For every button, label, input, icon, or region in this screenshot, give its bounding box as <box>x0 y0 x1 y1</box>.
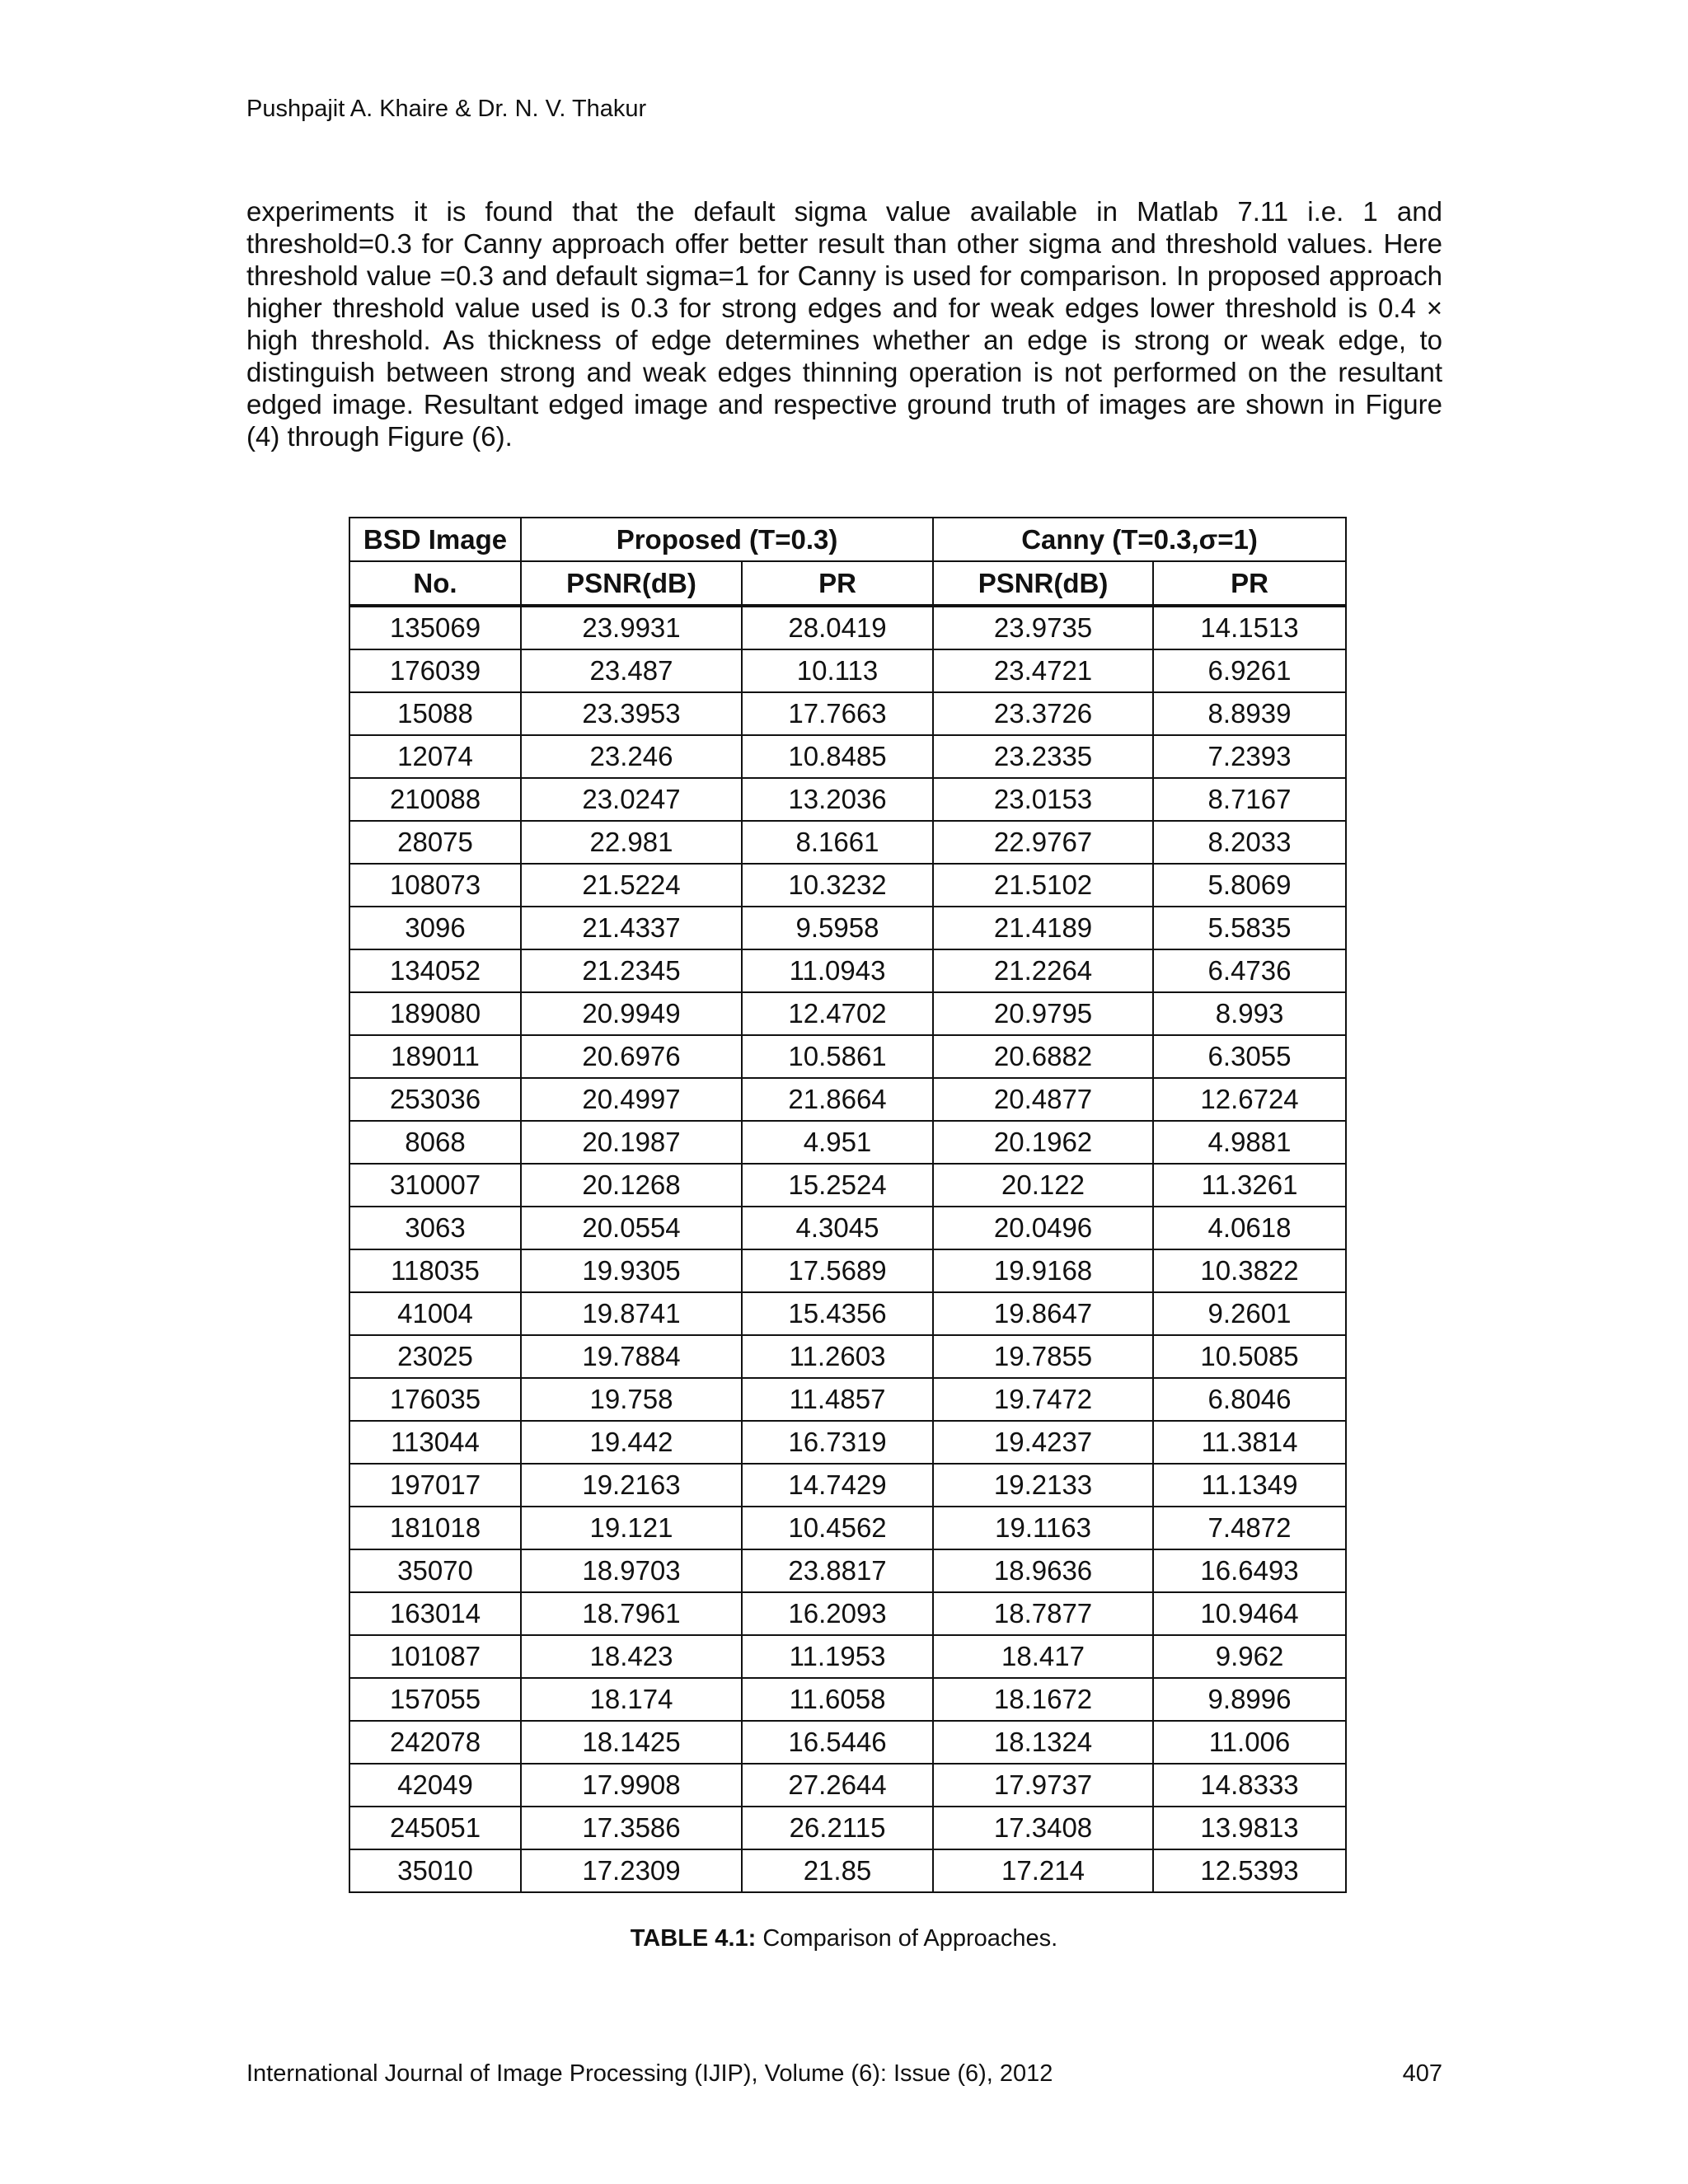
cell-canny-psnr: 18.1672 <box>933 1678 1153 1721</box>
cell-canny-pr: 9.962 <box>1153 1635 1346 1678</box>
cell-proposed-psnr: 19.9305 <box>521 1249 742 1292</box>
cell-proposed-pr: 11.0943 <box>742 949 933 992</box>
cell-image-no: 197017 <box>349 1464 521 1507</box>
table-row <box>349 1035 1346 1078</box>
cell-proposed-psnr: 18.9703 <box>521 1549 742 1592</box>
table-body <box>349 606 1346 1892</box>
subheader-canny-pr: PR <box>1153 561 1346 606</box>
cell-proposed-psnr: 18.7961 <box>521 1592 742 1635</box>
cell-canny-pr: 8.7167 <box>1153 778 1346 821</box>
cell-canny-pr: 14.8333 <box>1153 1764 1346 1807</box>
cell-canny-pr: 7.4872 <box>1153 1507 1346 1549</box>
cell-proposed-psnr: 19.442 <box>521 1421 742 1464</box>
table-subheader-row <box>349 561 1346 606</box>
cell-proposed-psnr: 18.174 <box>521 1678 742 1721</box>
cell-image-no: 242078 <box>349 1721 521 1764</box>
cell-proposed-psnr: 18.423 <box>521 1635 742 1678</box>
cell-image-no: 157055 <box>349 1678 521 1721</box>
table-row <box>349 949 1346 992</box>
cell-canny-psnr: 23.2335 <box>933 735 1153 778</box>
cell-canny-psnr: 23.3726 <box>933 692 1153 735</box>
cell-proposed-pr: 28.0419 <box>742 606 933 649</box>
cell-proposed-psnr: 20.1268 <box>521 1164 742 1207</box>
table-row <box>349 1335 1346 1378</box>
table-group-header-row <box>349 518 1346 561</box>
cell-canny-pr: 8.2033 <box>1153 821 1346 864</box>
cell-canny-psnr: 18.7877 <box>933 1592 1153 1635</box>
cell-canny-psnr: 20.9795 <box>933 992 1153 1035</box>
cell-canny-psnr: 17.9737 <box>933 1764 1153 1807</box>
cell-canny-pr: 14.1513 <box>1153 606 1346 649</box>
cell-canny-psnr: 19.8647 <box>933 1292 1153 1335</box>
cell-image-no: 23025 <box>349 1335 521 1378</box>
cell-image-no: 28075 <box>349 821 521 864</box>
table-row <box>349 1292 1346 1335</box>
cell-proposed-psnr: 20.9949 <box>521 992 742 1035</box>
cell-canny-psnr: 17.3408 <box>933 1807 1153 1849</box>
cell-canny-psnr: 19.7472 <box>933 1378 1153 1421</box>
cell-canny-pr: 6.8046 <box>1153 1378 1346 1421</box>
cell-proposed-psnr: 18.1425 <box>521 1721 742 1764</box>
cell-canny-psnr: 19.2133 <box>933 1464 1153 1507</box>
cell-canny-pr: 10.3822 <box>1153 1249 1346 1292</box>
table-row <box>349 1078 1346 1121</box>
cell-proposed-psnr: 19.2163 <box>521 1464 742 1507</box>
table-row <box>349 778 1346 821</box>
cell-canny-pr: 8.8939 <box>1153 692 1346 735</box>
cell-proposed-pr: 21.8664 <box>742 1078 933 1121</box>
cell-image-no: 253036 <box>349 1078 521 1121</box>
table-row <box>349 1164 1346 1207</box>
cell-proposed-pr: 13.2036 <box>742 778 933 821</box>
cell-canny-pr: 6.9261 <box>1153 649 1346 692</box>
cell-proposed-psnr: 22.981 <box>521 821 742 864</box>
cell-proposed-pr: 10.5861 <box>742 1035 933 1078</box>
cell-image-no: 310007 <box>349 1164 521 1207</box>
cell-proposed-pr: 10.113 <box>742 649 933 692</box>
cell-proposed-pr: 11.1953 <box>742 1635 933 1678</box>
cell-canny-pr: 9.2601 <box>1153 1292 1346 1335</box>
cell-image-no: 134052 <box>349 949 521 992</box>
cell-proposed-psnr: 17.2309 <box>521 1849 742 1892</box>
cell-canny-psnr: 21.2264 <box>933 949 1153 992</box>
cell-proposed-pr: 10.8485 <box>742 735 933 778</box>
cell-image-no: 35070 <box>349 1549 521 1592</box>
cell-canny-pr: 11.006 <box>1153 1721 1346 1764</box>
cell-canny-psnr: 23.9735 <box>933 606 1153 649</box>
cell-image-no: 181018 <box>349 1507 521 1549</box>
table-row <box>349 907 1346 949</box>
table-row <box>349 606 1346 649</box>
table-row <box>349 735 1346 778</box>
running-header: Pushpajit A. Khaire & Dr. N. V. Thakur <box>246 96 647 122</box>
cell-proposed-pr: 16.7319 <box>742 1421 933 1464</box>
cell-proposed-pr: 11.4857 <box>742 1378 933 1421</box>
cell-canny-psnr: 19.1163 <box>933 1507 1153 1549</box>
cell-image-no: 108073 <box>349 864 521 907</box>
cell-canny-pr: 10.5085 <box>1153 1335 1346 1378</box>
table-row <box>349 1635 1346 1678</box>
cell-proposed-pr: 21.85 <box>742 1849 933 1892</box>
page-number: 407 <box>1402 2060 1442 2087</box>
cell-image-no: 245051 <box>349 1807 521 1849</box>
cell-proposed-pr: 17.7663 <box>742 692 933 735</box>
cell-canny-pr: 9.8996 <box>1153 1678 1346 1721</box>
cell-proposed-pr: 11.6058 <box>742 1678 933 1721</box>
cell-canny-psnr: 19.9168 <box>933 1249 1153 1292</box>
cell-proposed-psnr: 19.8741 <box>521 1292 742 1335</box>
cell-proposed-pr: 17.5689 <box>742 1249 933 1292</box>
table-caption <box>0 1925 1688 1952</box>
table-row <box>349 1849 1346 1892</box>
subheader-canny-psnr: PSNR(dB) <box>933 561 1153 606</box>
cell-canny-psnr: 18.1324 <box>933 1721 1153 1764</box>
cell-proposed-psnr: 23.246 <box>521 735 742 778</box>
table-row <box>349 821 1346 864</box>
body-paragraph: experiments it is found that the default sigma value available in Matlab 7.11 i.e. 1 and threshold=0.3 for Canny approach offer better result than other sigma and threshold values. Here threshold value =0.3 and default sigma=1 for Canny is used for comparison. In proposed approach higher threshold value used is 0.3 for strong edges and for weak edges lower threshold is 0.4 × high threshold. As thickness of edge determines whether an edge is strong or weak edge, to distinguish between strong and weak edges thinning operation is not performed on the resultant edged image. Resultant edged image and respective ground truth of images are shown in Figure (4) through Figure (6). <box>246 196 1442 452</box>
cell-canny-pr: 4.0618 <box>1153 1207 1346 1249</box>
cell-image-no: 135069 <box>349 606 521 649</box>
cell-canny-psnr: 18.9636 <box>933 1549 1153 1592</box>
cell-canny-psnr: 20.0496 <box>933 1207 1153 1249</box>
cell-proposed-psnr: 23.487 <box>521 649 742 692</box>
cell-proposed-pr: 9.5958 <box>742 907 933 949</box>
cell-canny-pr: 12.6724 <box>1153 1078 1346 1121</box>
cell-proposed-pr: 15.2524 <box>742 1164 933 1207</box>
journal-footer: International Journal of Image Processing (IJIP), Volume (6): Issue (6), 2012 <box>246 2060 1053 2087</box>
cell-image-no: 113044 <box>349 1421 521 1464</box>
table-row <box>349 1592 1346 1635</box>
table-row <box>349 649 1346 692</box>
cell-image-no: 41004 <box>349 1292 521 1335</box>
table-row <box>349 1721 1346 1764</box>
cell-canny-psnr: 20.1962 <box>933 1121 1153 1164</box>
cell-canny-pr: 8.993 <box>1153 992 1346 1035</box>
table-row <box>349 1249 1346 1292</box>
cell-image-no: 163014 <box>349 1592 521 1635</box>
cell-proposed-pr: 8.1661 <box>742 821 933 864</box>
table-row <box>349 1121 1346 1164</box>
cell-proposed-psnr: 21.2345 <box>521 949 742 992</box>
cell-proposed-pr: 23.8817 <box>742 1549 933 1592</box>
subheader-proposed-pr: PR <box>742 561 933 606</box>
cell-canny-pr: 11.1349 <box>1153 1464 1346 1507</box>
cell-proposed-pr: 4.3045 <box>742 1207 933 1249</box>
cell-canny-psnr: 19.7855 <box>933 1335 1153 1378</box>
cell-proposed-pr: 14.7429 <box>742 1464 933 1507</box>
cell-proposed-pr: 11.2603 <box>742 1335 933 1378</box>
cell-proposed-pr: 16.2093 <box>742 1592 933 1635</box>
cell-canny-pr: 5.8069 <box>1153 864 1346 907</box>
cell-proposed-psnr: 21.4337 <box>521 907 742 949</box>
cell-canny-psnr: 20.6882 <box>933 1035 1153 1078</box>
cell-proposed-pr: 27.2644 <box>742 1764 933 1807</box>
cell-canny-pr: 11.3261 <box>1153 1164 1346 1207</box>
cell-proposed-pr: 10.4562 <box>742 1507 933 1549</box>
cell-proposed-psnr: 23.0247 <box>521 778 742 821</box>
header-canny: Canny (T=0.3,σ=1) <box>933 518 1346 561</box>
cell-proposed-psnr: 17.9908 <box>521 1764 742 1807</box>
cell-canny-psnr: 20.122 <box>933 1164 1153 1207</box>
cell-proposed-pr: 15.4356 <box>742 1292 933 1335</box>
cell-proposed-pr: 26.2115 <box>742 1807 933 1849</box>
cell-image-no: 176039 <box>349 649 521 692</box>
table-row <box>349 1378 1346 1421</box>
table-row <box>349 992 1346 1035</box>
cell-proposed-psnr: 20.0554 <box>521 1207 742 1249</box>
cell-canny-psnr: 17.214 <box>933 1849 1153 1892</box>
cell-image-no: 42049 <box>349 1764 521 1807</box>
cell-canny-psnr: 19.4237 <box>933 1421 1153 1464</box>
cell-canny-psnr: 18.417 <box>933 1635 1153 1678</box>
header-proposed: Proposed (T=0.3) <box>521 518 933 561</box>
cell-canny-psnr: 21.5102 <box>933 864 1153 907</box>
subheader-no: No. <box>349 561 521 606</box>
cell-image-no: 101087 <box>349 1635 521 1678</box>
cell-canny-pr: 16.6493 <box>1153 1549 1346 1592</box>
table-row <box>349 1549 1346 1592</box>
cell-image-no: 12074 <box>349 735 521 778</box>
cell-canny-pr: 13.9813 <box>1153 1807 1346 1849</box>
cell-canny-pr: 4.9881 <box>1153 1121 1346 1164</box>
cell-image-no: 15088 <box>349 692 521 735</box>
cell-proposed-psnr: 20.1987 <box>521 1121 742 1164</box>
cell-image-no: 3063 <box>349 1207 521 1249</box>
cell-canny-psnr: 23.0153 <box>933 778 1153 821</box>
cell-proposed-psnr: 19.7884 <box>521 1335 742 1378</box>
cell-proposed-psnr: 20.6976 <box>521 1035 742 1078</box>
cell-proposed-psnr: 19.758 <box>521 1378 742 1421</box>
cell-proposed-psnr: 21.5224 <box>521 864 742 907</box>
table-row <box>349 1507 1346 1549</box>
cell-canny-pr: 6.4736 <box>1153 949 1346 992</box>
table-row <box>349 1464 1346 1507</box>
cell-image-no: 210088 <box>349 778 521 821</box>
cell-image-no: 35010 <box>349 1849 521 1892</box>
cell-proposed-pr: 10.3232 <box>742 864 933 907</box>
table-row <box>349 1421 1346 1464</box>
cell-canny-psnr: 22.9767 <box>933 821 1153 864</box>
cell-proposed-pr: 12.4702 <box>742 992 933 1035</box>
cell-proposed-pr: 16.5446 <box>742 1721 933 1764</box>
caption-text: Comparison of Approaches. <box>756 1925 1058 1952</box>
cell-proposed-psnr: 23.9931 <box>521 606 742 649</box>
cell-image-no: 8068 <box>349 1121 521 1164</box>
subheader-proposed-psnr: PSNR(dB) <box>521 561 742 606</box>
header-bsd-image: BSD Image <box>349 518 521 561</box>
cell-canny-pr: 6.3055 <box>1153 1035 1346 1078</box>
cell-image-no: 3096 <box>349 907 521 949</box>
table-row <box>349 1807 1346 1849</box>
table-row <box>349 1764 1346 1807</box>
cell-canny-pr: 12.5393 <box>1153 1849 1346 1892</box>
cell-canny-psnr: 21.4189 <box>933 907 1153 949</box>
cell-image-no: 189080 <box>349 992 521 1035</box>
cell-canny-pr: 11.3814 <box>1153 1421 1346 1464</box>
cell-proposed-psnr: 23.3953 <box>521 692 742 735</box>
cell-image-no: 189011 <box>349 1035 521 1078</box>
cell-canny-psnr: 23.4721 <box>933 649 1153 692</box>
cell-canny-psnr: 20.4877 <box>933 1078 1153 1121</box>
cell-image-no: 176035 <box>349 1378 521 1421</box>
results-table <box>349 517 1347 1893</box>
cell-image-no: 118035 <box>349 1249 521 1292</box>
caption-label: TABLE 4.1: <box>630 1925 757 1952</box>
cell-canny-pr: 5.5835 <box>1153 907 1346 949</box>
table-row <box>349 692 1346 735</box>
cell-canny-pr: 7.2393 <box>1153 735 1346 778</box>
table-row <box>349 1678 1346 1721</box>
cell-proposed-psnr: 19.121 <box>521 1507 742 1549</box>
table-row <box>349 1207 1346 1249</box>
cell-proposed-psnr: 17.3586 <box>521 1807 742 1849</box>
cell-canny-pr: 10.9464 <box>1153 1592 1346 1635</box>
table-row <box>349 864 1346 907</box>
cell-proposed-psnr: 20.4997 <box>521 1078 742 1121</box>
cell-proposed-pr: 4.951 <box>742 1121 933 1164</box>
